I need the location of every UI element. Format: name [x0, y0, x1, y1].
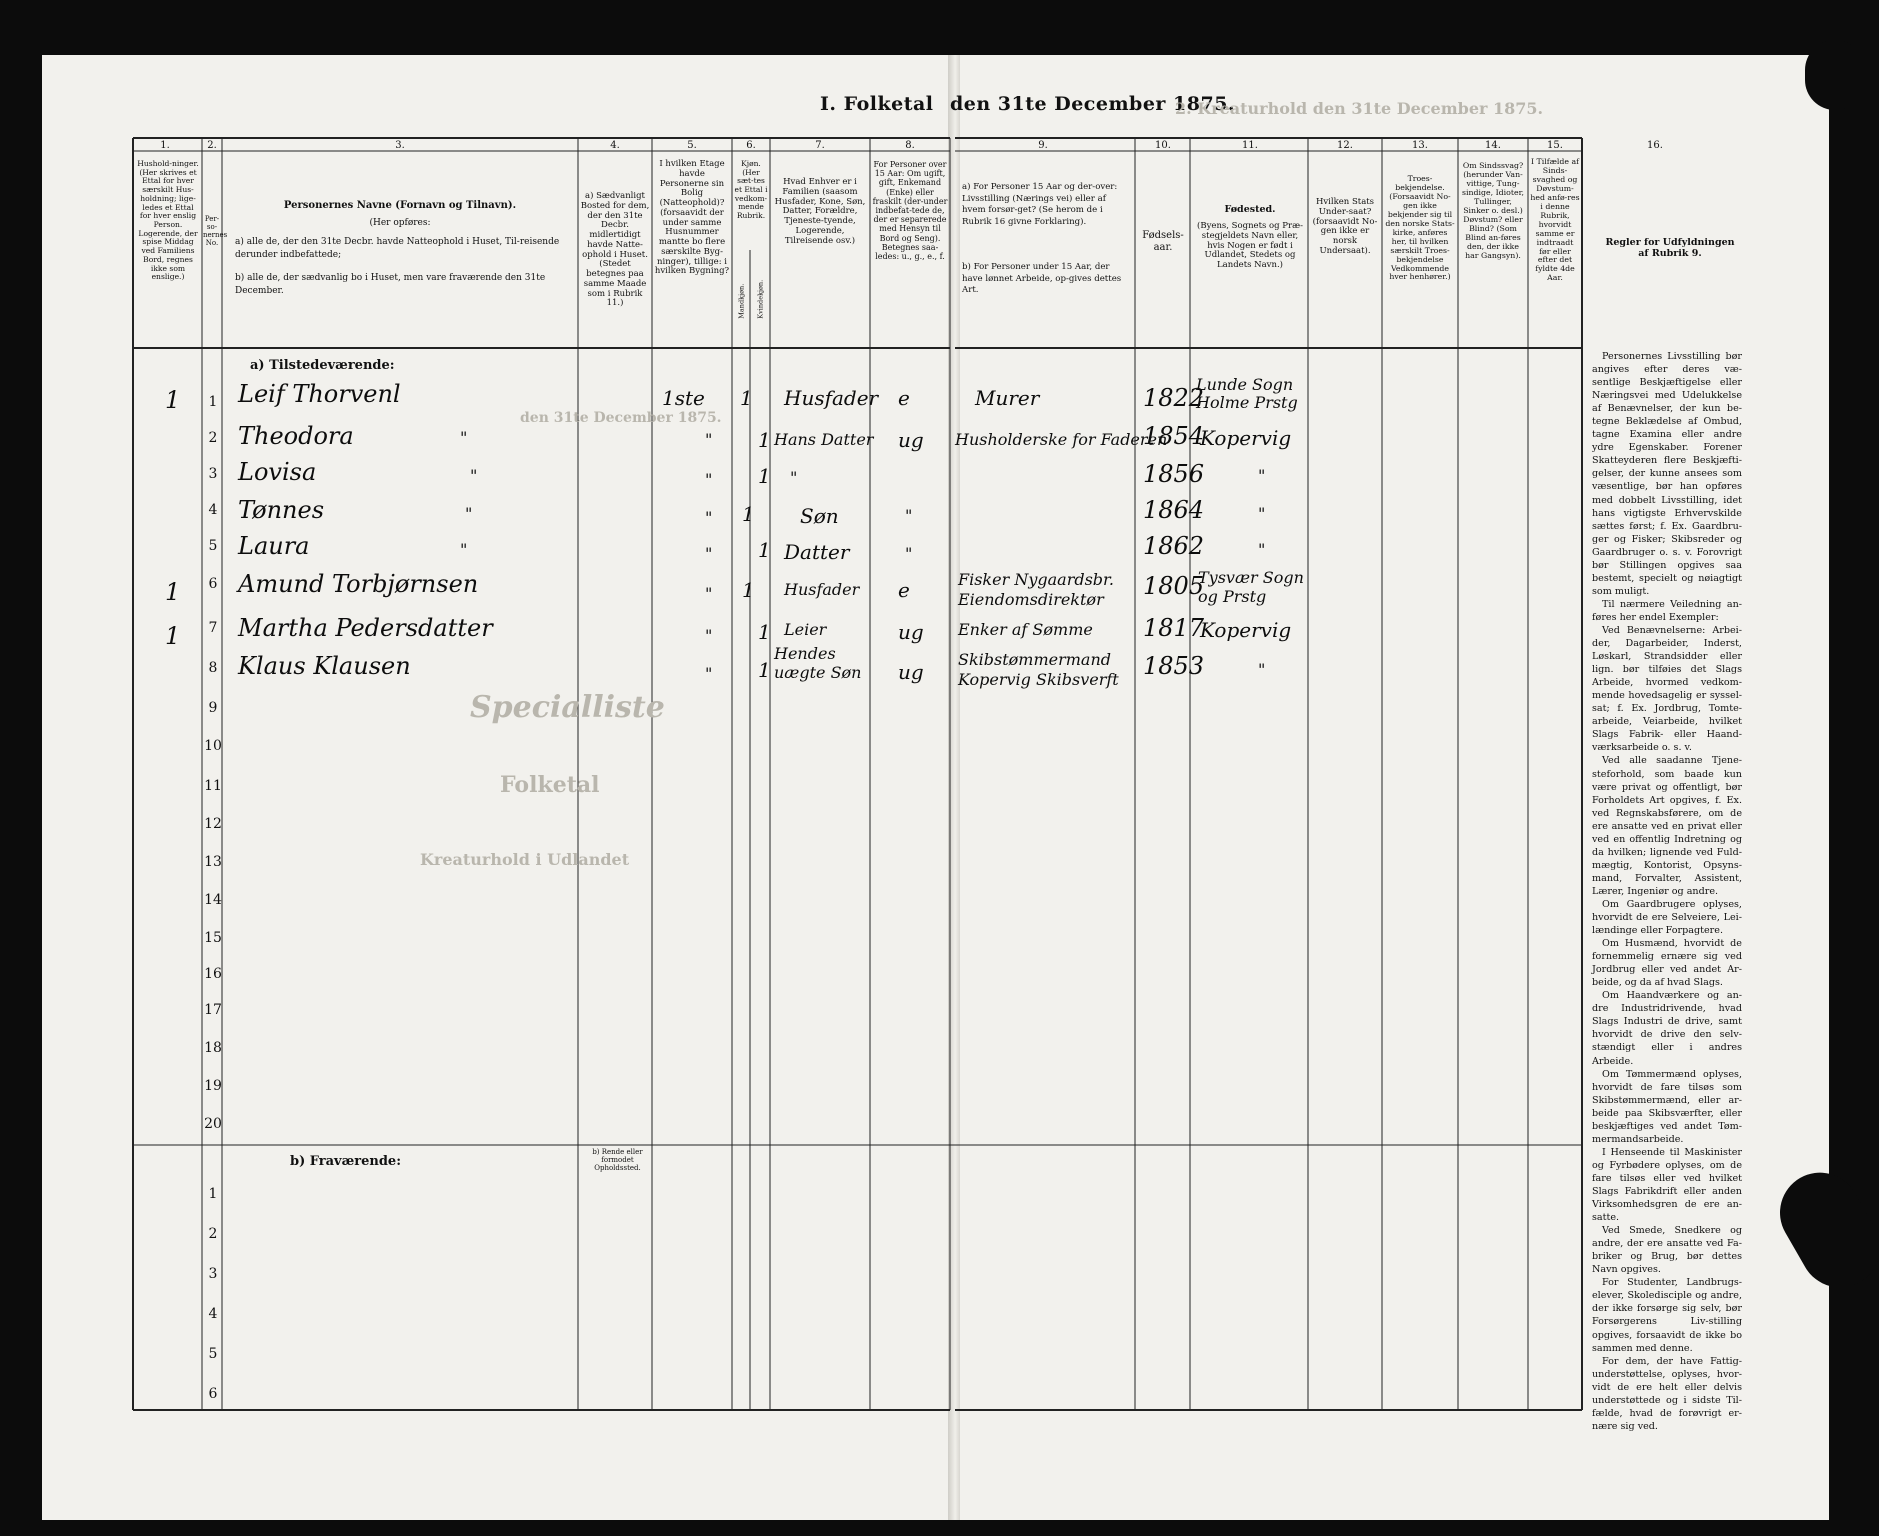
row-number-absent: 3 — [208, 1266, 218, 1282]
person-birthplace: " — [1258, 540, 1266, 559]
person-status: " — [905, 544, 913, 563]
row-number: 9 — [208, 700, 218, 716]
row-number: 3 — [208, 466, 218, 482]
person-birthplace: Kopervig — [1200, 618, 1292, 642]
rule-paragraph: I Henseende til Maskinister og Fyrbødere oplyses, om de fare tilsøs eller ved hvilket Slags Fabrikdrift eller anden Virksomhedsgren de ere an-satte. — [1592, 1146, 1742, 1224]
person-status: ug — [898, 660, 924, 684]
household-mark: 1 — [165, 622, 181, 650]
colnum-5: 5. — [687, 140, 697, 151]
person-name-ditto: " — [465, 504, 473, 523]
header-col1: Hushold-ninger. (Her skrives et Ettal for hver særskilt Hus-holdning; lige-ledes et Ettal for hver enslig Person. Logerende, der spise Middag ved Familiens Bord, regnes ikke som enslige.) — [137, 159, 199, 282]
row-number-absent: 1 — [208, 1186, 218, 1202]
header-col3-b: b) alle de, der sædvanlig bo i Huset, men vare fraværende den 31te December. — [235, 273, 546, 296]
person-family: Husfader — [784, 386, 879, 410]
person-birthplace: " — [1258, 660, 1266, 679]
colnum-3: 3. — [395, 140, 405, 151]
person-sex-female: 1 — [758, 620, 771, 644]
header-col7: Hvad Enhver er i Familien (saasom Husfader, Kone, Søn, Datter, Forældre, Tjeneste-tyende, Logerende, Tilreisende osv.) — [774, 177, 866, 246]
bleed-kreaturhold: Kreaturhold i Udlandet — [420, 850, 630, 869]
binding-clip — [1805, 40, 1865, 110]
header-col9-b: b) For Personer under 15 Aar, der have lønnet Arbeide, op-gives dettes Art. — [962, 262, 1122, 296]
person-name: Martha Pedersdatter — [238, 614, 493, 642]
rule-paragraph: Om Haandværkere og an-dre Industridrivende, hvad Slags Industri de drive, samt hvorvidt de drive den selv-stændigt eller i andres Arbeide. — [1592, 990, 1742, 1067]
rule-paragraph: Ved Smede, Snedkere og andre, der ere ansatte ved Fa-briker og Brug, bør dettes Navn opgives. — [1592, 1225, 1742, 1276]
person-sex-female: 1 — [758, 658, 771, 682]
person-sex-male: 1 — [742, 578, 755, 602]
person-family: Leier — [784, 620, 827, 639]
person-sex-female: 1 — [758, 538, 771, 562]
rules-text — [1592, 350, 1742, 1433]
row-number-absent: 2 — [208, 1226, 218, 1242]
person-name-ditto: " — [470, 466, 478, 485]
person-family: Hendes uægte Søn — [774, 644, 862, 683]
colnum-10: 10. — [1155, 140, 1171, 151]
person-family: " — [790, 468, 798, 487]
colnum-11: 11. — [1242, 140, 1258, 151]
title-left: I. Folketal — [820, 93, 934, 115]
header-col5: I hvilken Etage havde Personerne sin Bolig (Natteophold)? (forsaavidt der under samme Husnummer mantte bo flere særskilte Byg-ninger), tillige: i hvilken Bygning? — [654, 159, 730, 277]
row-number: 16 — [204, 966, 222, 982]
person-sex-male: 1 — [740, 386, 753, 410]
person-floor: " — [705, 544, 713, 563]
row-number: 19 — [204, 1078, 222, 1094]
colnum-16: 16. — [1647, 140, 1663, 151]
rule-paragraph: Ved Benævnelserne: Arbei-der, Dagarbeider, Inderst, Løskarl, Strandsidder eller lign. bør tilføies det Slags Arbeide, hvormed vedkom-mende hovedsagelig er syssel-sat; f. Ex. Jordbrug, Tomte-arbeide, Veiarbeide, hvilket Slags Fabrik- eller Haand-værksarbeide o. s. v. — [1592, 624, 1742, 754]
person-birth-year: 1856 — [1143, 460, 1205, 488]
person-name: Amund Torbjørnsen — [238, 570, 479, 598]
person-birth-year: 1822 — [1143, 384, 1205, 412]
header-col11-title: Fødested. — [1224, 204, 1276, 215]
person-birthplace: Kopervig — [1200, 426, 1292, 450]
person-birthplace: " — [1258, 466, 1266, 485]
row-number: 2 — [208, 430, 218, 446]
colnum-6: 6. — [746, 140, 756, 151]
person-birth-year: 1805 — [1143, 572, 1205, 600]
person-birth-year: 1854 — [1143, 422, 1205, 450]
colnum-4: 4. — [610, 140, 620, 151]
row-number: 10 — [204, 738, 222, 754]
row-number: 6 — [208, 576, 218, 592]
header-col4: a) Sædvanligt Bosted for dem, der den 31te Decbr. midlertidigt havde Natte-ophold i Huset. (Stedet betegnes paa samme Maade som i Rubrik 11.) — [580, 191, 650, 309]
person-name: Tønnes — [238, 496, 325, 524]
row-number: 12 — [204, 816, 222, 832]
person-occupation: Fisker Nygaardsbr. Eiendomsdirektør — [958, 570, 1115, 609]
header-col12: Hvilken Stats Under-saat? (forsaavidt No-gen ikke er norsk Undersaat). — [1312, 197, 1378, 256]
colnum-8: 8. — [905, 140, 915, 151]
person-floor: " — [705, 584, 713, 603]
person-status: e — [898, 386, 910, 410]
person-floor: " — [705, 430, 713, 449]
person-name-ditto: " — [460, 428, 468, 447]
person-floor: " — [705, 626, 713, 645]
person-name: Laura — [238, 532, 310, 560]
colnum-13: 13. — [1412, 140, 1428, 151]
header-col2: Per-so-nernes No. — [203, 215, 228, 248]
person-name: Lovisa — [238, 458, 317, 486]
rule-paragraph: Ved alle saadanne Tjene-steforhold, som baade kun være privat og offentligt, bør Forholdets Art opgives, f. Ex. ved Regnskabsførere, om de ere ansatte ved en privat eller ved en offentlig Indretning og da hvilken; lignende ved Fuld-mægtig, Kontorist, Opsyns-mand, Forvalter, Assistent, Lærer, Ingeniør og andre. — [1592, 755, 1742, 897]
colnum-14: 14. — [1485, 140, 1501, 151]
row-number: 7 — [208, 620, 218, 636]
header-col14: Om Sindssvag? (herunder Van-vittige, Tung-sindige, Idioter, Tullinger, Sinker o. desl.) Døvstum? eller Blind? (Som Blind an-føres den, der ikke har Gangsyn). — [1462, 161, 1524, 260]
colnum-12: 12. — [1337, 140, 1353, 151]
household-mark: 1 — [165, 578, 181, 606]
row-number: 13 — [204, 854, 222, 870]
colnum-2: 2. — [207, 140, 217, 151]
header-col3-sub: (Her opføres: — [369, 218, 431, 228]
colnum-9: 9. — [1038, 140, 1048, 151]
header-col13: Troes-bekjendelse. (Forsaavidt No-gen ikke bekjender sig til den norske Stats-kirke, anføres her, til hvilken særskilt Troes-bekjendelse Vedkommende hver henhører.) — [1385, 174, 1455, 282]
person-occupation: Enker af Sømme — [958, 620, 1093, 639]
rule-paragraph: Personernes Livsstilling bør angives efter deres væ-sentlige Beskjæftigelse eller Næringsvei med Udelukkelse af Benævnelser, der kun be-tegne Beklædelse af Ombud, tagne Examina eller andre ydre Egenskaber. Forener Skatteyderen flere Beskjæfti-gelser, der kunne ansees som væsentlige, bør han opføres med dobbelt Livsstilling, idet hans vigtigste Erhvervskilde sættes først; f. Ex. Gaardbru-ger og Fisker; Skibsreder og Gaardbruger o. s. v. Forovrigt bør Stillingen opgives saa bestemt, specielt og nøiagtigt som muligt. — [1592, 351, 1742, 597]
row-number: 1 — [208, 394, 218, 410]
person-status: ug — [898, 620, 924, 644]
person-family: Datter — [784, 540, 850, 564]
header-col6-female: Kvindekjøn. — [756, 279, 765, 319]
row-number: 14 — [204, 892, 222, 908]
household-mark: 1 — [165, 386, 181, 414]
row-number: 8 — [208, 660, 218, 676]
absent-note: b) Rende eller formodet Opholdssted. — [592, 1148, 643, 1173]
person-birthplace: Tysvær Sogn og Prstg — [1198, 568, 1304, 607]
rule-paragraph: Til nærmere Veiledning an-føres her endel Exempler: — [1592, 598, 1742, 623]
rule-paragraph: Om Husmænd, hvorvidt de fornemmelig ernære sig ved Jordbrug eller ved andet Ar-beide, og da af hvad Slags. — [1592, 938, 1742, 989]
row-number: 11 — [204, 778, 222, 794]
person-family: Husfader — [784, 580, 860, 599]
person-birth-year: 1817 — [1143, 614, 1205, 642]
rule-paragraph: Om Tømmermænd oplyses, hvorvidt de fare tilsøs som Skibstømmermænd, eller ar-beide paa Skibsværfter, eller beskjæftiges ved andet Tøm-mermandsarbeide. — [1592, 1068, 1742, 1145]
person-name: Klaus Klausen — [238, 652, 411, 680]
person-sex-female: 1 — [758, 464, 771, 488]
bleed-specialliste: Specialliste — [470, 690, 665, 725]
person-sex-female: 1 — [758, 428, 771, 452]
section-absent: b) Fraværende: — [290, 1154, 402, 1169]
header-col15: I Tilfælde af Sinds-svaghed og Døvstum-hed anfø-res i denne Rubrik, hvorvidt samme er indtraadt før eller efter det fyldte 4de Aar. — [1530, 157, 1580, 283]
colnum-1: 1. — [160, 140, 170, 151]
person-family: Søn — [800, 504, 839, 528]
row-number: 18 — [204, 1040, 222, 1056]
person-floor: " — [705, 470, 713, 489]
header-col3-title: Personernes Navne (Fornavn og Tilnavn). — [283, 200, 517, 211]
person-floor: 1ste — [662, 386, 705, 410]
person-occupation: Skibstømmermand Kopervig Skibsverft — [958, 650, 1119, 689]
row-number: 5 — [208, 538, 218, 554]
person-floor: " — [705, 664, 713, 683]
row-number: 17 — [204, 1002, 222, 1018]
person-floor: " — [705, 508, 713, 527]
person-name: Leif Thorvenl — [238, 380, 401, 408]
section-present: a) Tilstedeværende: — [250, 358, 395, 373]
header-col3-a: a) alle de, der den 31te Decbr. havde Natteophold i Huset, Til-reisende derunder indbefattede; — [235, 237, 560, 260]
person-birthplace: " — [1258, 504, 1266, 523]
colnum-15: 15. — [1547, 140, 1563, 151]
person-birth-year: 1853 — [1143, 652, 1205, 680]
person-sex-male: 1 — [742, 502, 755, 526]
person-name: Theodora — [238, 422, 354, 450]
person-occupation: Husholderske for Faderen — [955, 430, 1168, 449]
person-status: " — [905, 506, 913, 525]
rule-paragraph: Om Gaardbrugere oplyses, hvorvidt de ere Selveiere, Lei-lændinge eller Forpagtere. — [1592, 898, 1742, 937]
person-birth-year: 1862 — [1143, 532, 1205, 560]
header-col8: For Personer over 15 Aar: Om ugift, gift, Enkemand (Enke) eller fraskilt (der-under indbefat-tede de, der er separerede med Hensyn til Bord og Seng). Betegnes saa-ledes: u., g., e., f. — [872, 160, 948, 261]
person-status: ug — [898, 428, 924, 452]
header-col16: Regler for Udfyldningen af Rubrik 9. — [1605, 237, 1735, 259]
title-faint-bleed: 2. Kreaturhold den 31te December 1875. — [1175, 99, 1544, 118]
title-middle: den 31te December 1875. — [950, 93, 1236, 115]
header-col6: Kjøn. (Her sæt-tes et Ettal i vedkom-mende Rubrik. — [734, 159, 768, 220]
row-number: 15 — [204, 930, 222, 946]
bleed-folketal-top: den 31te December 1875. — [520, 410, 722, 426]
row-number-absent: 6 — [208, 1386, 218, 1402]
header-col9-a: a) For Personer 15 Aar og der-over: Livsstilling (Nærings vei) eller af hvem forsør-get? (Se herom de i Rubrik 16 givne Forklaring). — [962, 182, 1118, 227]
bleed-folketal: Folketal — [500, 772, 600, 798]
person-occupation: Murer — [975, 386, 1040, 410]
header-col10: Fødsels-aar. — [1142, 230, 1184, 253]
row-number: 4 — [208, 502, 218, 518]
row-number-absent: 5 — [208, 1346, 218, 1362]
person-status: e — [898, 578, 910, 602]
row-number: 20 — [204, 1116, 222, 1132]
person-birthplace: Lunde Sogn Holme Prstg — [1196, 375, 1298, 413]
rule-paragraph: For dem, der have Fattig-understøttelse, oplyses, hvor-vidt de ere helt eller delvis understøttede og i sidste Til-fælde, hvad de forøvrigt er-nære sig ved. — [1592, 1355, 1742, 1432]
colnum-7: 7. — [815, 140, 825, 151]
header-col11: (Byens, Sognets og Præ-stegjeldets Navn eller, hvis Nogen er født i Udlandet, Stedets og Landets Navn.) — [1197, 221, 1303, 271]
person-family: Hans Datter — [774, 430, 874, 449]
header-col6-male: Mandkjøn. — [737, 283, 746, 319]
rule-paragraph: For Studenter, Landbrugs-elever, Skoledisciple og andre, der ikke forsørge sig selv, bør Forsørgerens Liv-stilling opgives, forsaavidt de ikke bo sammen med denne. — [1592, 1277, 1742, 1354]
person-birth-year: 1864 — [1143, 496, 1205, 524]
row-number-absent: 4 — [208, 1306, 218, 1322]
person-name-ditto: " — [460, 540, 468, 559]
